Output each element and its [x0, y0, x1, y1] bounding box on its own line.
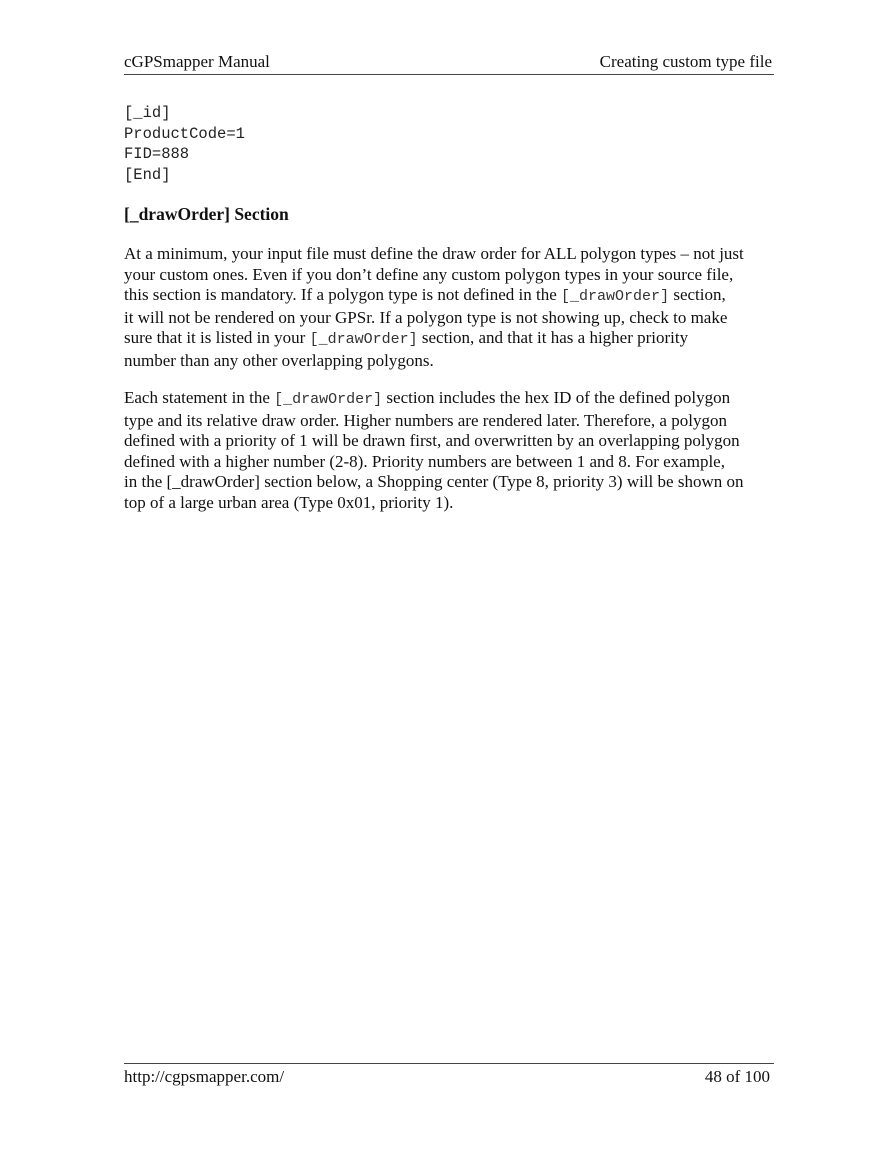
text-line — [124, 285, 784, 308]
code-line: [End] — [124, 165, 171, 184]
text-span: section, and that it has a higher priority — [417, 328, 689, 348]
footer-url: http://cgpsmapper.com/ — [124, 1067, 285, 1086]
text-line: defined with a priority of 1 will be drawn first, and overwritten by an overlapping polygon — [124, 431, 740, 451]
text-span: Each statement in the — [124, 388, 275, 407]
code-block — [124, 103, 245, 185]
inline-code: [_drawOrder] — [309, 331, 418, 349]
inline-code: [_drawOrder] — [561, 288, 670, 306]
text-span: section includes the hex ID of the defined polygon — [382, 388, 731, 407]
text-line: type and its relative draw order. Higher numbers are rendered later. Therefore, a polygon — [124, 410, 727, 430]
section-heading: [_drawOrder] Section — [124, 204, 289, 224]
page-number: 48 of 100 — [704, 1067, 770, 1086]
page-footer — [124, 1063, 774, 1088]
text-line: in the [_drawOrder] section below, a Shopping center (Type 8, priority 3) will be shown on — [124, 472, 744, 492]
code-line: FID=888 — [124, 145, 190, 164]
paragraph-draw-order-requirement — [124, 244, 784, 372]
header-manual-title: cGPSmapper Manual — [124, 52, 270, 71]
code-line: ProductCode=1 — [124, 124, 245, 143]
text-line: defined with a higher number (2-8). Priority numbers are between 1 and 8. For example, — [124, 451, 725, 471]
text-span: section, — [669, 285, 726, 305]
header-chapter-title: Creating custom type file — [599, 52, 772, 71]
text-line: your custom ones. Even if you don’t define any custom polygon types in your source file, — [124, 264, 734, 284]
paragraph-draw-order-priority — [124, 388, 784, 514]
text-line: At a minimum, your input file must define the draw order for ALL polygon types – not just — [124, 244, 744, 263]
text-line: number than any other overlapping polygons. — [124, 350, 434, 370]
text-line: top of a large urban area (Type 0x01, priority 1). — [124, 492, 454, 512]
text-span: this section is mandatory. If a polygon type is not defined in the — [124, 285, 562, 305]
inline-code: [_drawOrder] — [274, 391, 383, 408]
text-line — [124, 328, 784, 351]
text-line: it will not be rendered on your GPSr. If a polygon type is not showing up, check to make — [124, 307, 728, 327]
page-header — [124, 52, 774, 75]
text-span: sure that it is listed in your — [124, 328, 310, 348]
text-line — [124, 388, 784, 411]
code-line: [_id] — [124, 104, 171, 122]
